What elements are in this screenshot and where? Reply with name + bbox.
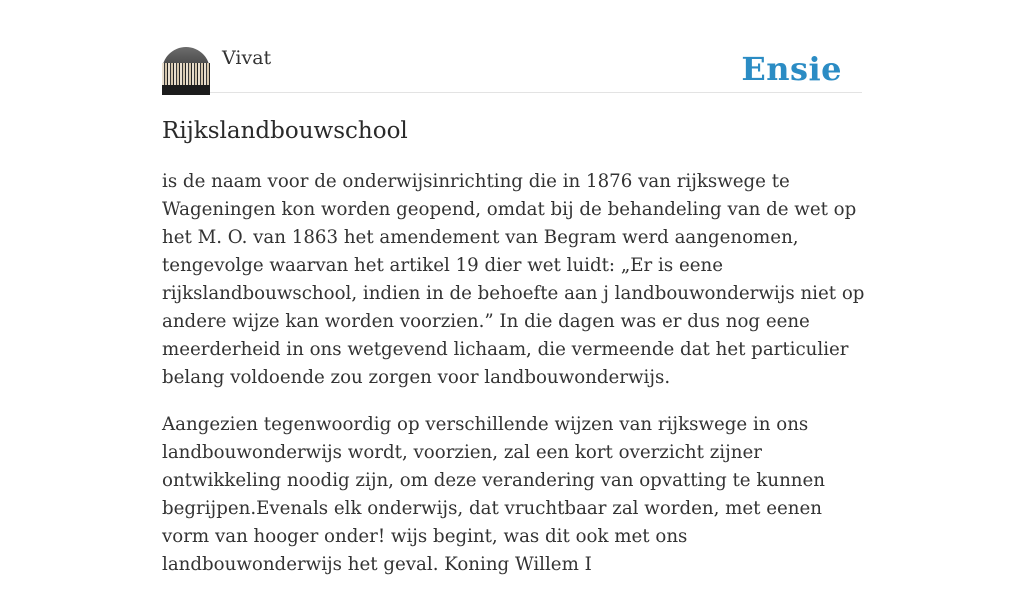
page-title: Rijkslandbouwschool (162, 118, 408, 144)
ensie-logo[interactable]: Ensie (741, 50, 842, 88)
paragraph: is de naam voor de onderwijsinrichting die in 1876 van rijkswege te Wageningen kon worden geopend, omdat bij de behandeling van de wet op het M. O. van 1863 het amendement van Begram werd aangenomen, tengevolge waarvan het artikel 19 dier wet luidt: „Er is eene rijkslandbouwschool, indien in de behoefte aan j landbouwonderwijs niet op andere wijze kan worden voorzien.” In die dagen was er dus nog eene meerderheid in ons wetgevend lichaam, die vermeende dat het particulier belang voldoende zou zorgen voor landbouwonderwijs. (162, 171, 865, 388)
user-name-link[interactable]: Vivat (222, 47, 272, 69)
user-avatar[interactable] (162, 47, 210, 95)
article-body (162, 168, 866, 598)
bookshelf-icon (162, 63, 210, 85)
paragraph: Aangezien tegenwoordig op verschillende wijzen van rijkswege in ons landbouwonderwijs wordt, voorzien, zal een kort overzicht zijner ontwikkeling noodig zijn, om deze verandering van opvatting te kunnen begrijpen.Evenals elk onderwijs, dat vruchtbaar zal worden, met eenen vorm van hooger onder! wijs begint, was dit ook met ons landbouwonderwijs het geval. Koning Willem I (162, 414, 825, 575)
site-header (162, 0, 862, 93)
shelf-shadow (162, 85, 210, 95)
page (162, 0, 865, 575)
